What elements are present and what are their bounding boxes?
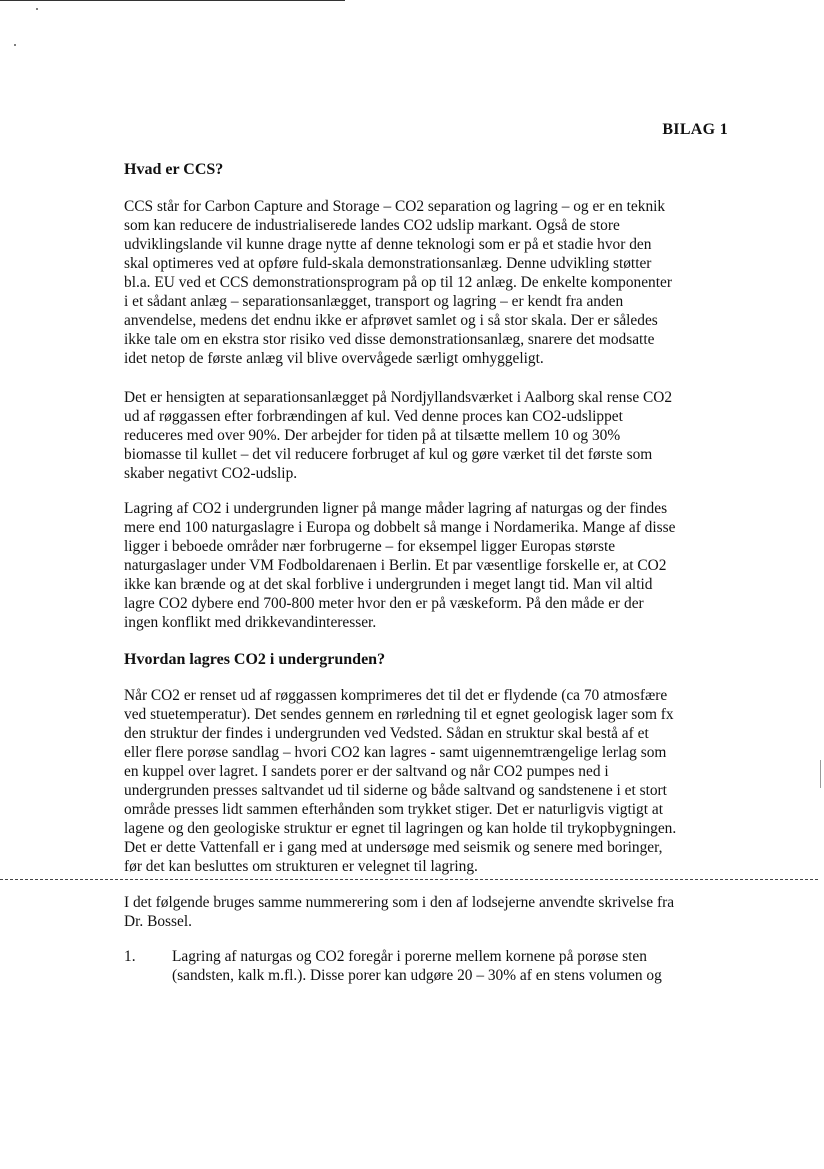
page-label: BILAG 1 [662,121,728,138]
section-heading-how-stored: Hvordan lagres CO2 i undergrunden? [124,651,386,668]
text-line: reduceres med over 90%. Der arbejder for tiden på at tilsætte mellem 10 og 30% [124,427,621,444]
text-line: udviklingslande vil kunne drage nytte af denne teknologi som er på et stadie hvor den [124,236,652,253]
text-line: ingen konflikt med drikkevandinteresser. [124,614,377,631]
text-line: skal optimeres ved at opføre fuld-skala demonstrationsanlæg. Denne udvikling støtter [124,255,652,272]
paragraph-2 [124,388,716,483]
text-line: Det er dette Vattenfall er i gang med at undersøge med seismik og senere med boringer, [124,839,663,856]
text-line: naturgaslager under VM Fodboldarenaen i Berlin. Et par væsentlige forskelle er, at CO2 [124,557,667,574]
text-line: bl.a. EU ved et CCS demonstrationsprogram på op til 12 anlæg. De enkelte komponenter [124,274,672,291]
text-line: CCS står for Carbon Capture and Storage – CO2 separation og lagring – og er en teknik [124,198,666,215]
page-divider [0,879,818,880]
text-line: lagene og den geologiske struktur er egnet til lagringen og kan holde til trykopbygningen. [124,820,677,837]
scan-speck [14,44,16,46]
text-line: anvendelse, medens det endnu ikke er afprøvet samlet og i så stor skala. Der er således [124,312,658,329]
text-line: Når CO2 er renset ud af røggassen komprimeres det til det er flydende (ca 70 atmosfære [124,687,668,704]
scan-speck [36,8,38,10]
text-line: ligger i beboede områder nær forbrugerne – for eksempel ligger Europas største [124,538,616,555]
text-line: ikke kan brænde og at det skal forblive i undergrunden i meget langt tid. Man vil altid [124,576,653,593]
scan-edge-mark [820,760,821,788]
text-line: lagre CO2 dybere end 700-800 meter hvor den er på væskeform. På den måde er der [124,595,644,612]
text-line: i et sådant anlæg – separationsanlægget, transport og lagring – er kendt fra anden [124,293,624,310]
text-line: skaber negativt CO2-udslip. [124,465,298,482]
text-line: en kuppel over lagret. I sandets porer er der saltvand og når CO2 pumpes ned i [124,763,609,780]
list-text [172,947,662,985]
text-line: Lagring af CO2 i undergrunden ligner på mange måder lagring af naturgas og der findes [124,500,668,517]
text-line: biomasse til kullet – det vil reducere forbruget af kul og gøre værket til det første som [124,446,653,463]
text-line: mere end 100 naturgaslagre i Europa og dobbelt så mange i Nordamerika. Mange af disse [124,519,676,536]
text-line: som kan reducere de industrialiserede landes CO2 udslip markant. Også de store [124,217,620,234]
list-number: 1. [124,948,136,965]
text-line: ved stuetemperatur). Det sendes gennem en rørledning til et egnet geologisk lager som fx [124,706,674,723]
text-line: undergrunden presses saltvandet ud til siderne og både saltvand og sandstenene i et stort [124,782,667,799]
scan-artifact-line [0,0,345,1]
paragraph-5 [124,893,716,931]
text-line: Det er hensigten at separationsanlægget på Nordjyllandsværket i Aalborg skal rense CO2 [124,389,673,406]
text-line: Dr. Bossel. [124,913,192,930]
paragraph-3 [124,499,716,632]
text-line: ikke tale om en ekstra stor risiko ved disse demonstrationsanlæg, snarere det modsatte [124,331,655,348]
section-heading-what-is-ccs: Hvad er CCS? [124,161,224,178]
text-line: Lagring af naturgas og CO2 foregår i porerne mellem kornene på porøse sten [172,948,647,965]
paragraph-1 [124,197,716,368]
text-line: ud af røggassen efter forbrændingen af kul. Ved denne proces kan CO2-udslippet [124,408,623,425]
text-line: eller flere porøse sandlag – hvori CO2 kan lagres - samt uigennemtrængelige lerlag som [124,744,667,761]
text-line: den struktur der findes i undergrunden ved Vedsted. Sådan en struktur skal bestå af et [124,725,649,742]
text-line: område presses lidt sammen efterhånden som trykket stiger. Det er naturligvis vigtigt at [124,801,663,818]
text-line: før det kan besluttes om strukturen er velegnet til lagring. [124,858,478,875]
text-line: idet netop de første anlæg vil blive overvågede særligt omhyggeligt. [124,350,544,367]
paragraph-4 [124,686,716,876]
text-line: I det følgende bruges samme nummerering som i den af lodsejerne anvendte skrivelse fra [124,894,675,911]
text-line: (sandsten, kalk m.fl.). Disse porer kan udgøre 20 – 30% af en stens volumen og [172,967,662,984]
